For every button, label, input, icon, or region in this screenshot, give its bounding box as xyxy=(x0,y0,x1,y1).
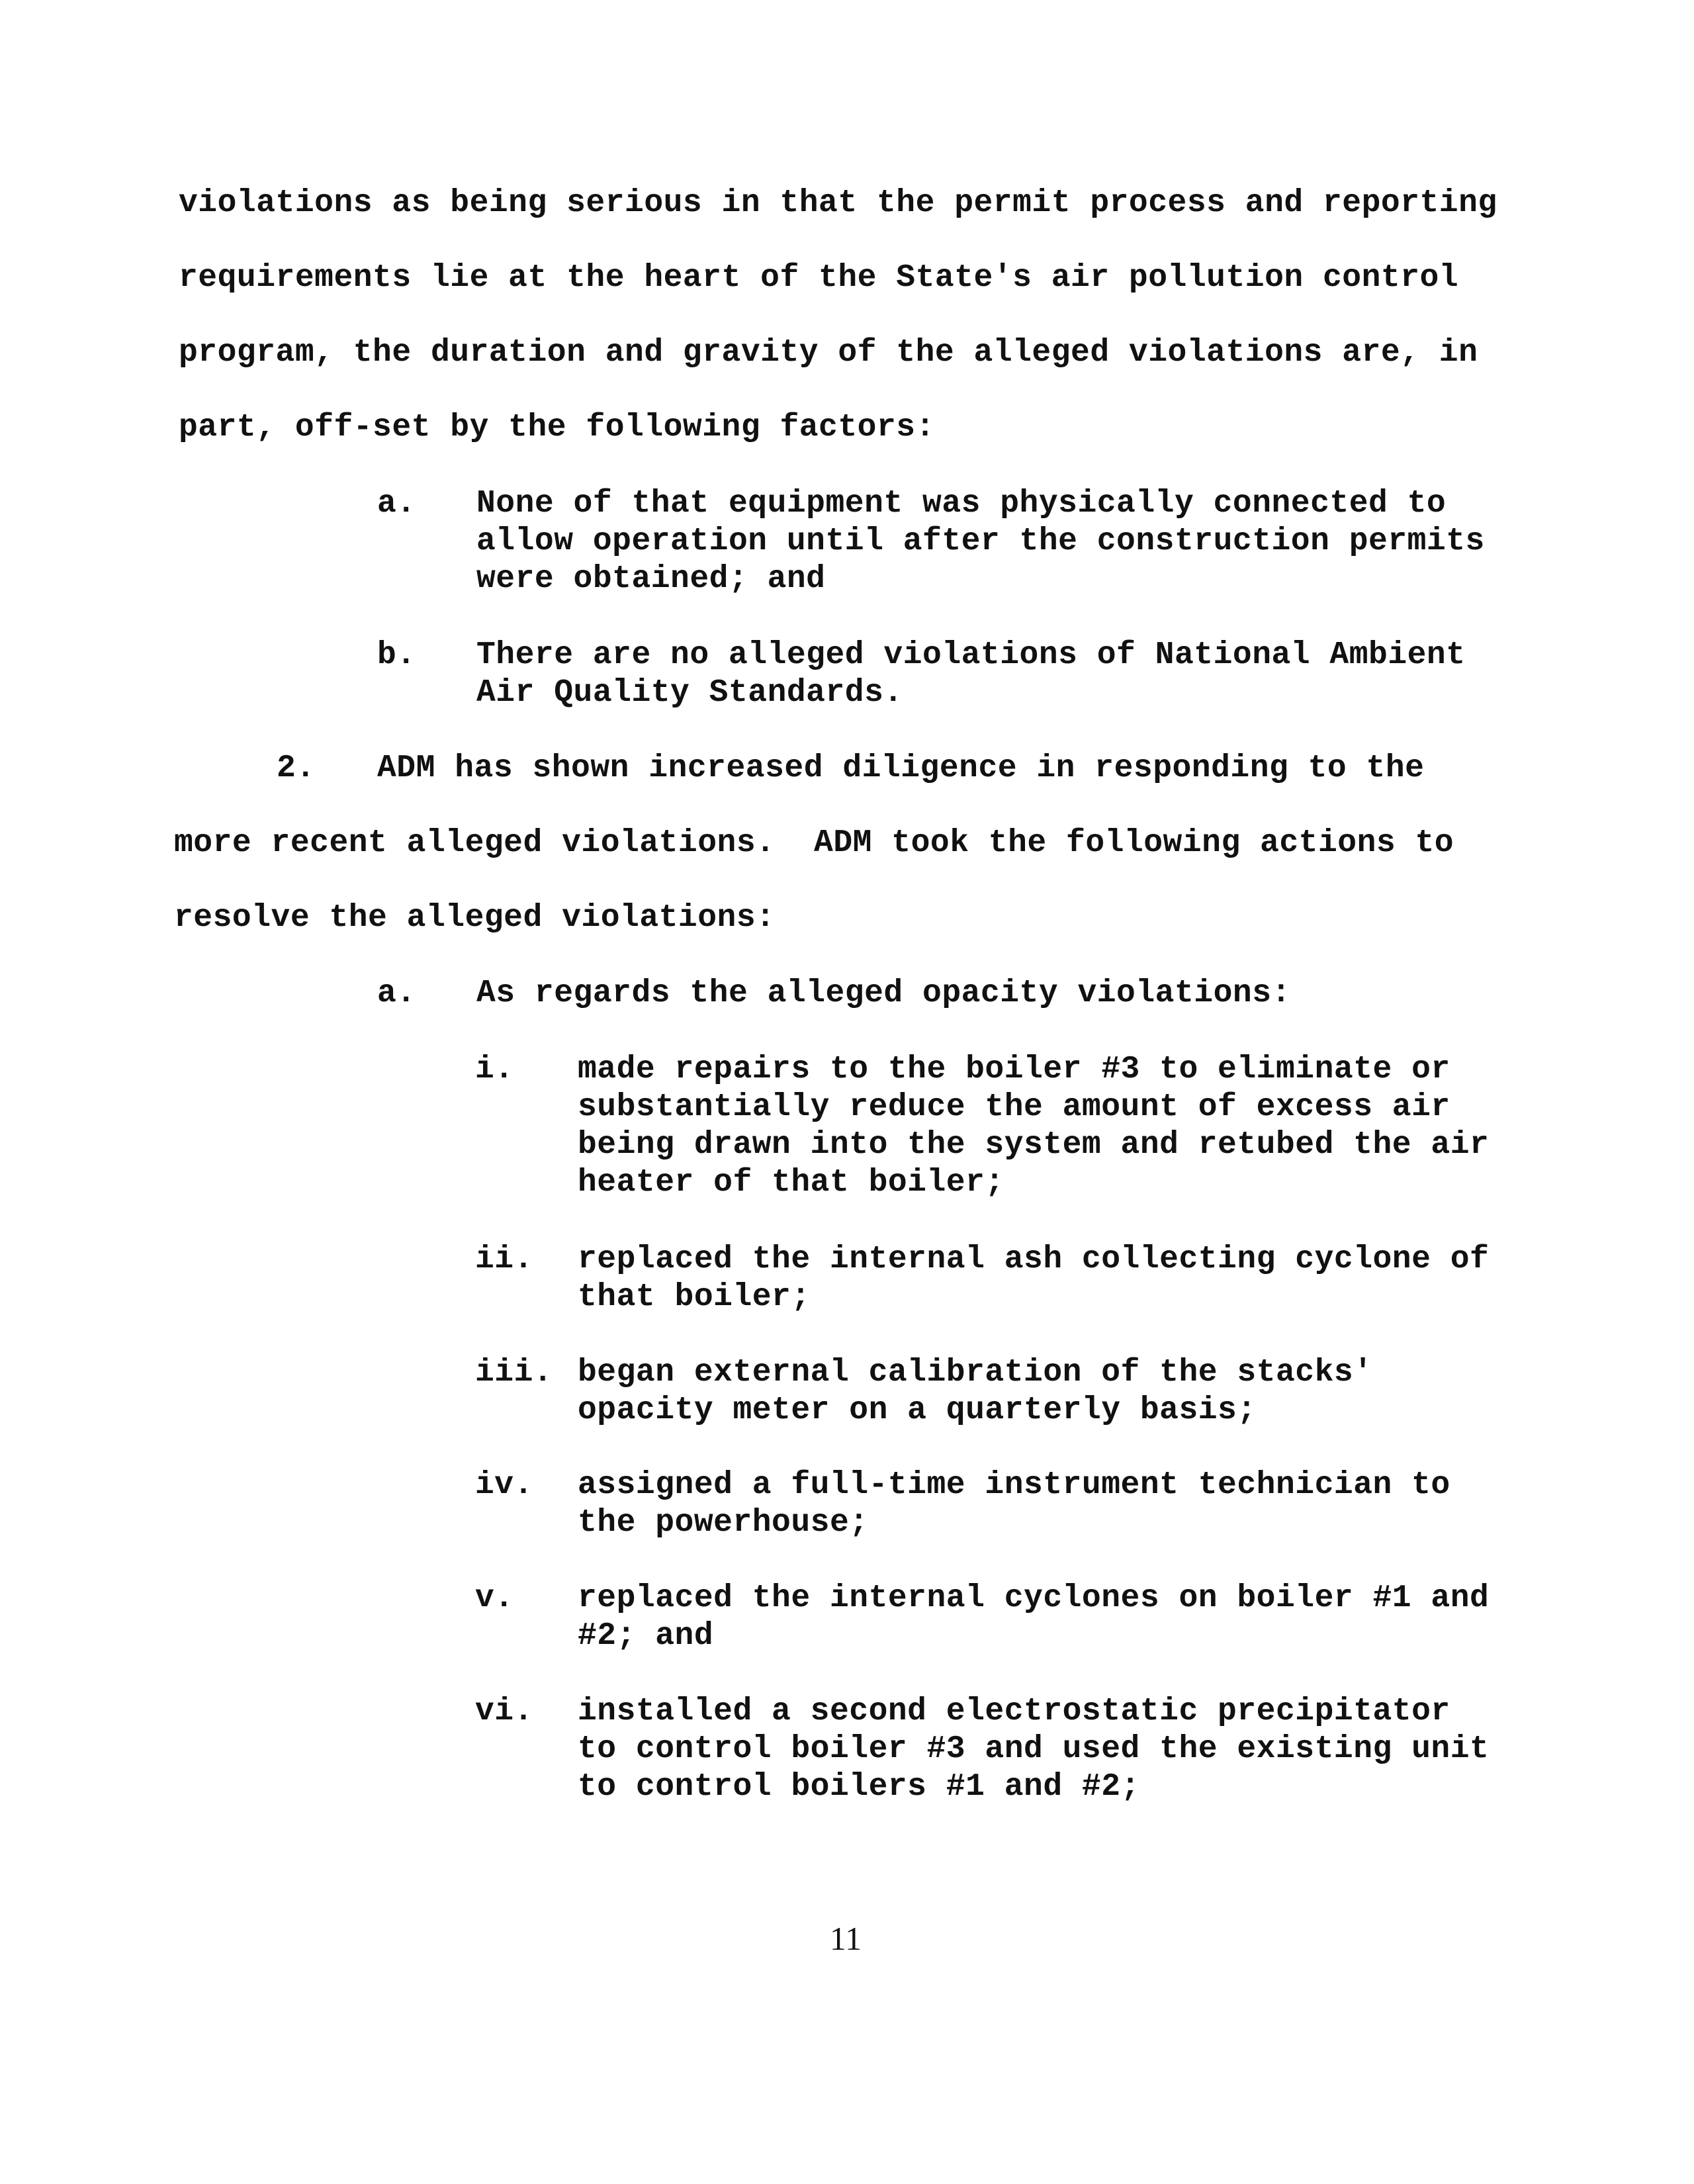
subitem-vi-line-3: to control boilers #1 and #2; xyxy=(578,1769,1140,1805)
subitem-iii-marker: iii. xyxy=(475,1355,553,1390)
point-2-line-2: more recent alleged violations. ADM took the following actions to xyxy=(174,825,1454,861)
subitem-ii-marker: ii. xyxy=(475,1242,533,1277)
subitem-iv-line-1: assigned a full-time instrument technician to xyxy=(578,1467,1450,1503)
subitem-v-line-1: replaced the internal cyclones on boiler #1 and xyxy=(578,1580,1490,1616)
subitem-v-line-2: #2; and xyxy=(578,1618,714,1654)
intro-line-3: program, the duration and gravity of the alleged violations are, in xyxy=(179,335,1478,371)
factor-b-marker: b. xyxy=(377,637,416,673)
factor-a-marker: a. xyxy=(377,486,416,522)
subitem-i-line-3: being drawn into the system and retubed the air xyxy=(578,1127,1490,1163)
factor-b-line-2: Air Quality Standards. xyxy=(476,675,903,711)
point-2-number: 2. xyxy=(277,751,316,786)
subitem-v-marker: v. xyxy=(475,1580,514,1616)
subitem-vi-marker: vi. xyxy=(475,1694,533,1729)
page-number: 11 xyxy=(829,1920,862,1957)
subitem-ii-line-2: that boiler; xyxy=(578,1279,811,1315)
subitem-i-line-1: made repairs to the boiler #3 to eliminate or xyxy=(578,1052,1450,1087)
subitem-i-marker: i. xyxy=(475,1052,514,1087)
subitem-iii-line-1: began external calibration of the stacks' xyxy=(578,1355,1373,1390)
intro-line-2: requirements lie at the heart of the State's air pollution control xyxy=(179,260,1459,296)
subitem-iv-line-2: the powerhouse; xyxy=(578,1505,869,1541)
subitem-i-line-2: substantially reduce the amount of excess air xyxy=(578,1089,1450,1125)
intro-line-1: violations as being serious in that the permit process and reporting xyxy=(179,185,1497,221)
subitem-iii-line-2: opacity meter on a quarterly basis; xyxy=(578,1392,1257,1428)
subitem-i-line-4: heater of that boiler; xyxy=(578,1165,1004,1201)
subitem-vi-line-1: installed a second electrostatic precipitator xyxy=(578,1694,1450,1729)
subitem-ii-line-1: replaced the internal ash collecting cyclone of xyxy=(578,1242,1490,1277)
point-2-line-1: ADM has shown increased diligence in responding to the xyxy=(377,751,1425,786)
subitem-iv-marker: iv. xyxy=(475,1467,533,1503)
factor-a-line-2: allow operation until after the construction permits xyxy=(476,523,1485,559)
factor-b-line-1: There are no alleged violations of National Ambient xyxy=(476,637,1466,673)
factor-a-line-1: None of that equipment was physically connected to xyxy=(476,486,1447,522)
subitem-vi-line-2: to control boiler #3 and used the existing unit xyxy=(578,1731,1490,1767)
action-a-marker: a. xyxy=(377,976,416,1011)
factor-a-line-3: were obtained; and xyxy=(476,561,826,597)
intro-line-4: part, off-set by the following factors: xyxy=(179,410,935,445)
action-a-text: As regards the alleged opacity violations: xyxy=(476,976,1291,1011)
point-2-line-3: resolve the alleged violations: xyxy=(174,900,776,936)
